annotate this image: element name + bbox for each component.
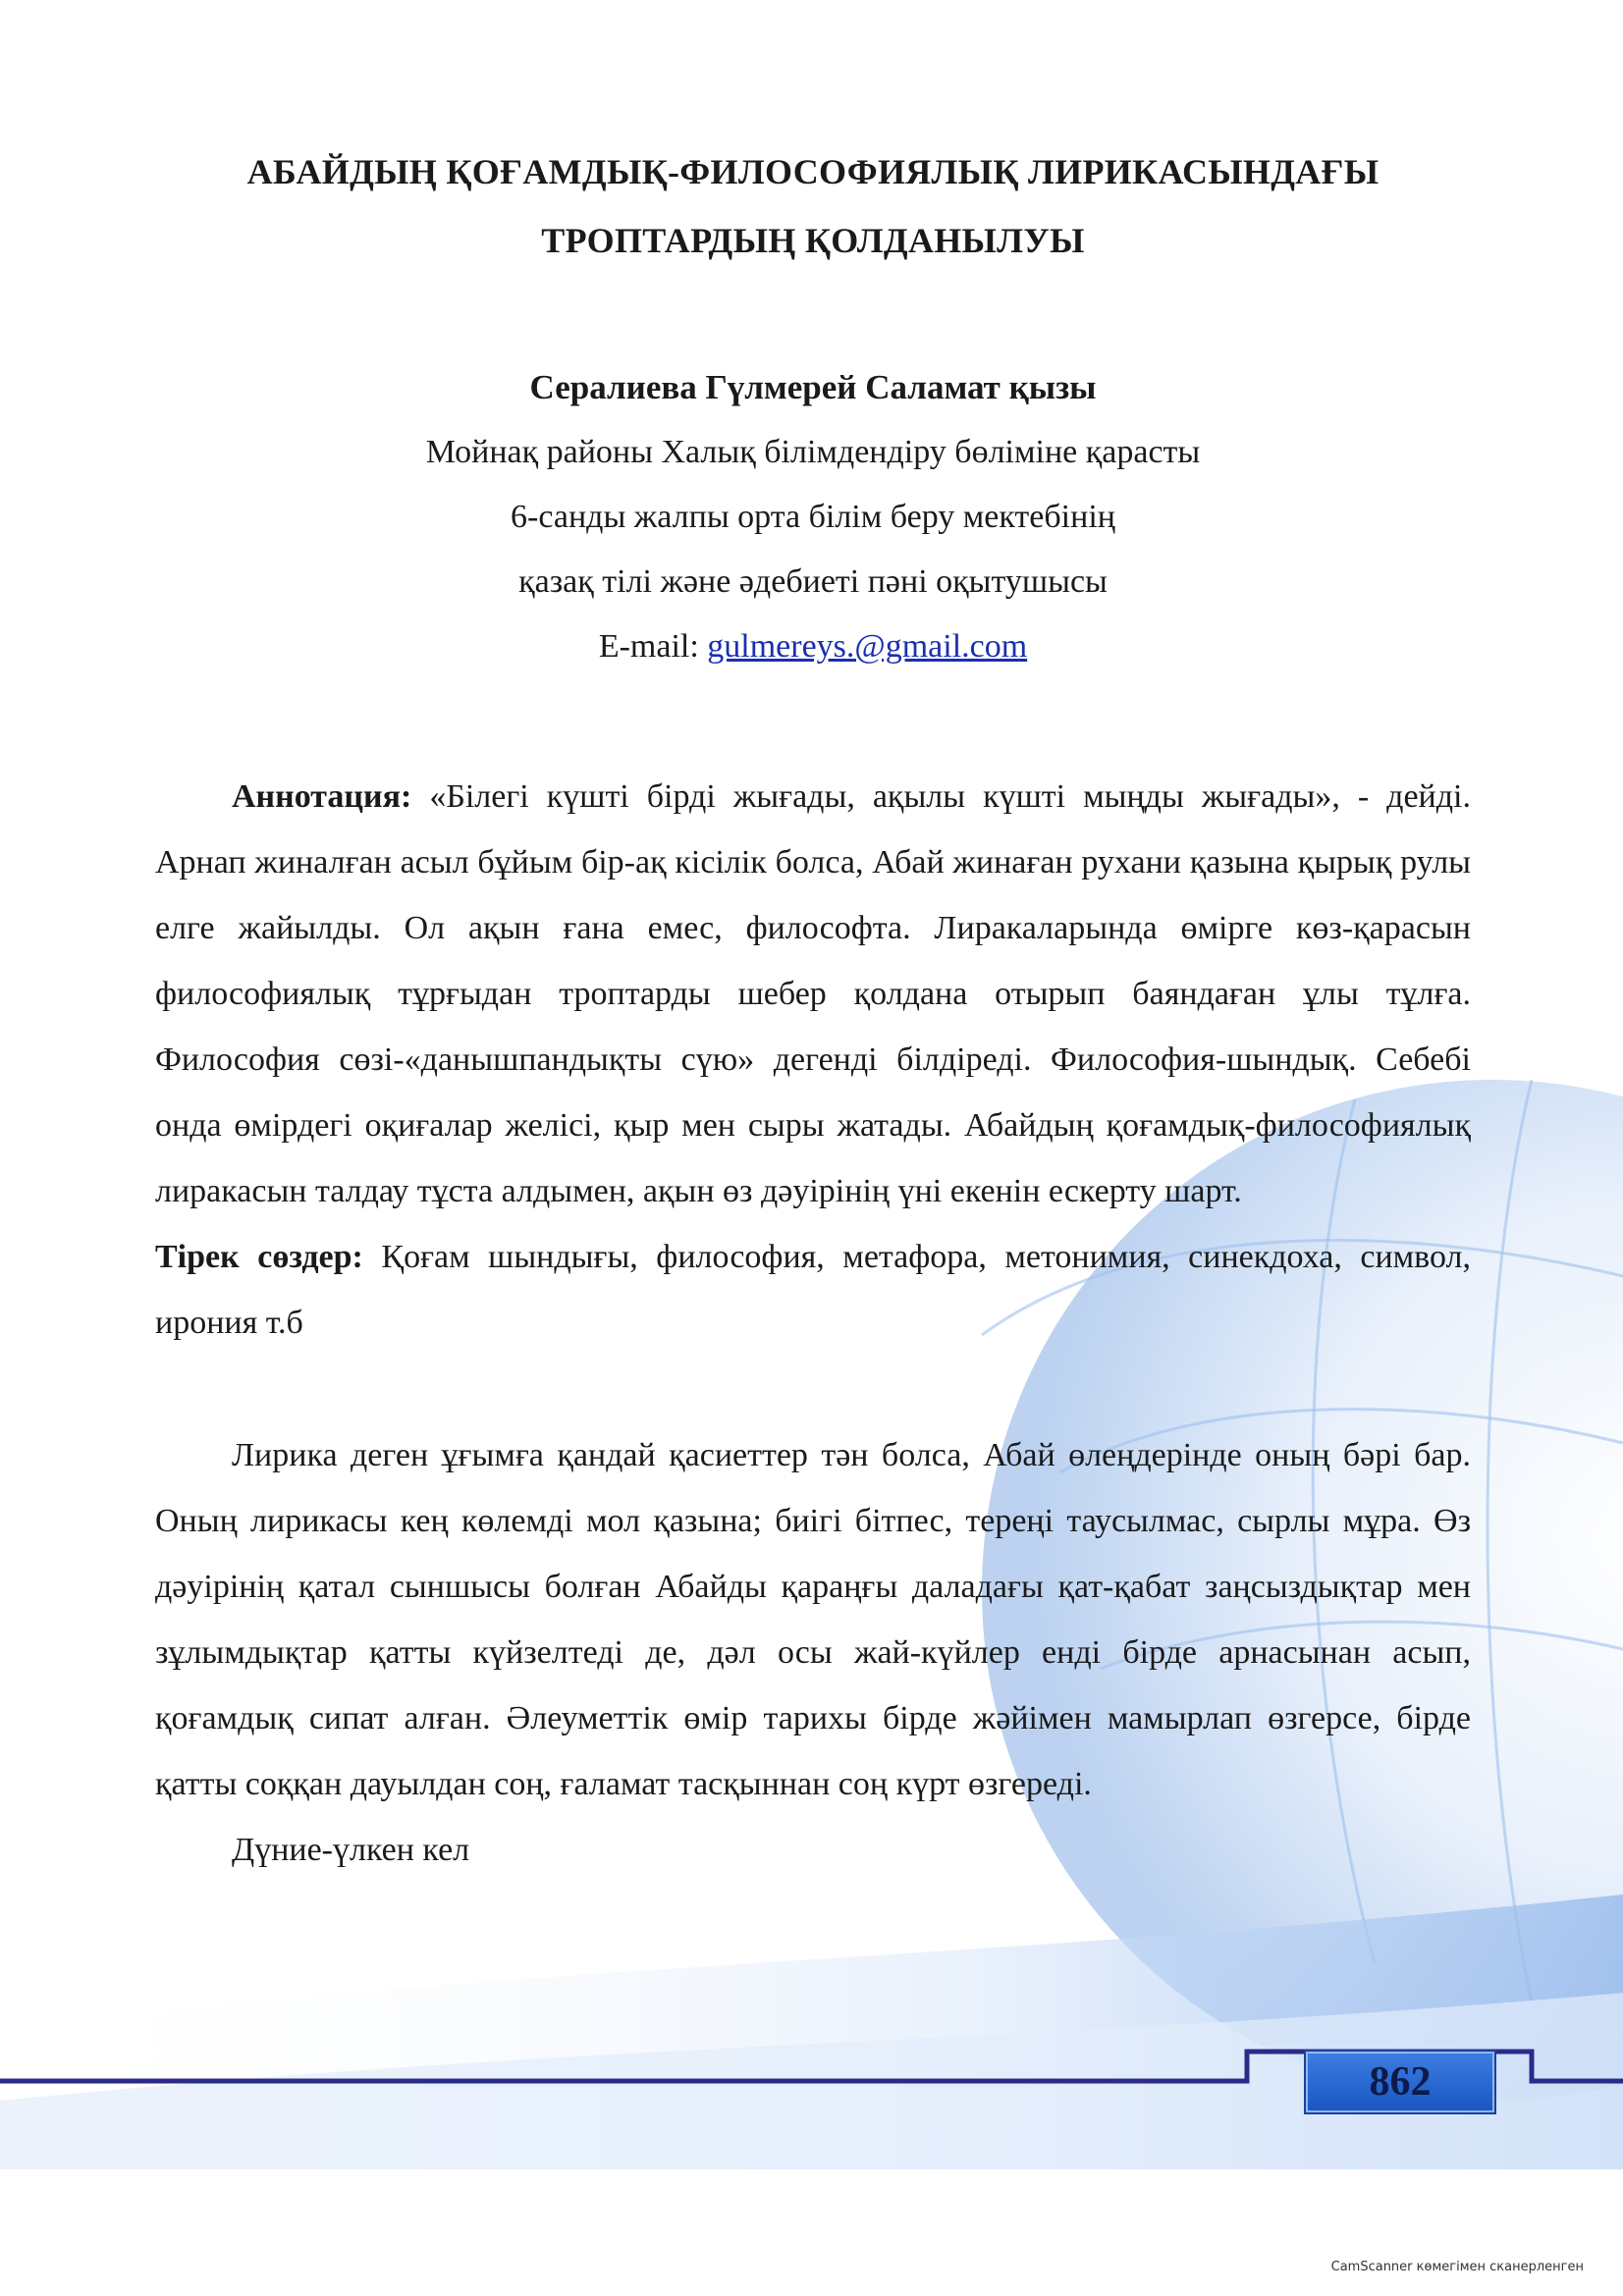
affiliation-line-2: 6-санды жалпы орта білім беру мектебінің: [511, 499, 1115, 535]
annotation-label: Аннотация:: [232, 778, 412, 815]
annotation-paragraph: [155, 764, 1471, 1356]
affiliation-line-1: Мойнақ районы Халық білімдендіру бөліміне қарасты: [425, 434, 1201, 470]
title-line-1: АБАЙДЫҢ ҚОҒАМДЫҚ-ФИЛОСОФИЯЛЫҚ ЛИРИКАСЫНДАҒЫ: [246, 152, 1380, 191]
email-row: [155, 614, 1471, 679]
article-content: [155, 137, 1471, 1883]
affiliation-line-3: қазақ тілі және әдебиеті пәні оқытушысы: [518, 563, 1108, 600]
title-line-2: ТРОПТАРДЫҢ ҚОЛДАНЫЛУЫ: [541, 221, 1085, 260]
annotation-text: «Білегі күшті бірді жығады, ақылы күшті мыңды жығады», - дейді. Арнап жиналған асыл бұйым бір-ақ кісілік болса, Абай жинаған рухани қазына қырық рулы елге жайылды. Ол ақын ғана емес, философта. Лиракаларында өмірге көз-қарасын философиялық тұрғыдан троптарды шебер қолдана отырып баяндаған ұлы тұлға. Философия сөзі-«данышпандықты сүю» дегенді білдіреді. Философия-шындық. Себебі онда өмірдегі оқиғалар желісі, қыр мен сыры жатады. Абайдың қоғамдық-философиялық лиракасын талдау тұста алдымен, ақын өз дәуірінің үні екенін ескерту шарт.: [155, 778, 1471, 1209]
keywords-label: Тірек сөздер:: [155, 1239, 363, 1275]
page-number-badge: 862: [1306, 2052, 1494, 2112]
author-block: [155, 355, 1471, 679]
email-link[interactable]: gulmereys.@gmail.com: [707, 628, 1028, 665]
keywords-line: [155, 1224, 1471, 1356]
scanner-watermark-text: CamScanner көмегімен сканерленген: [1330, 2260, 1584, 2274]
body-paragraph-2: Дүние-үлкен кел: [232, 1832, 470, 1868]
article-title: [155, 137, 1471, 275]
email-label: E-mail:: [598, 628, 708, 665]
author-name: Сералиева Гүлмерей Саламат қызы: [529, 368, 1097, 406]
body-paragraph-1: Лирика деген ұғымға қандай қасиеттер тән болса, Абай өлеңдерінде оның бәрі бар. Оның лирикасы кең көлемді мол қазына; биігі бітпес, тереңі таусылмас, сырлы мұра. Өз дәуірінің қатал сыншысы болған Абайды қараңғы даладағы қат-қабат заңсыздықтар мен зұлымдықтар қатты күйзелтеді де, дәл осы жай-күйлер енді бірде арнасынан асып, қоғамдық сипат алған. Әлеуметтік өмір тарихы бірде жәйімен мамырлап өзгерсе, бірде қатты соққан дауылдан соң, ғаламат тасқыннан соң күрт өзгереді.: [155, 1437, 1471, 1802]
keywords-text: Қоғам шындығы, философия, метафора, метонимия, синекдоха, символ, ирония т.б: [155, 1239, 1471, 1341]
